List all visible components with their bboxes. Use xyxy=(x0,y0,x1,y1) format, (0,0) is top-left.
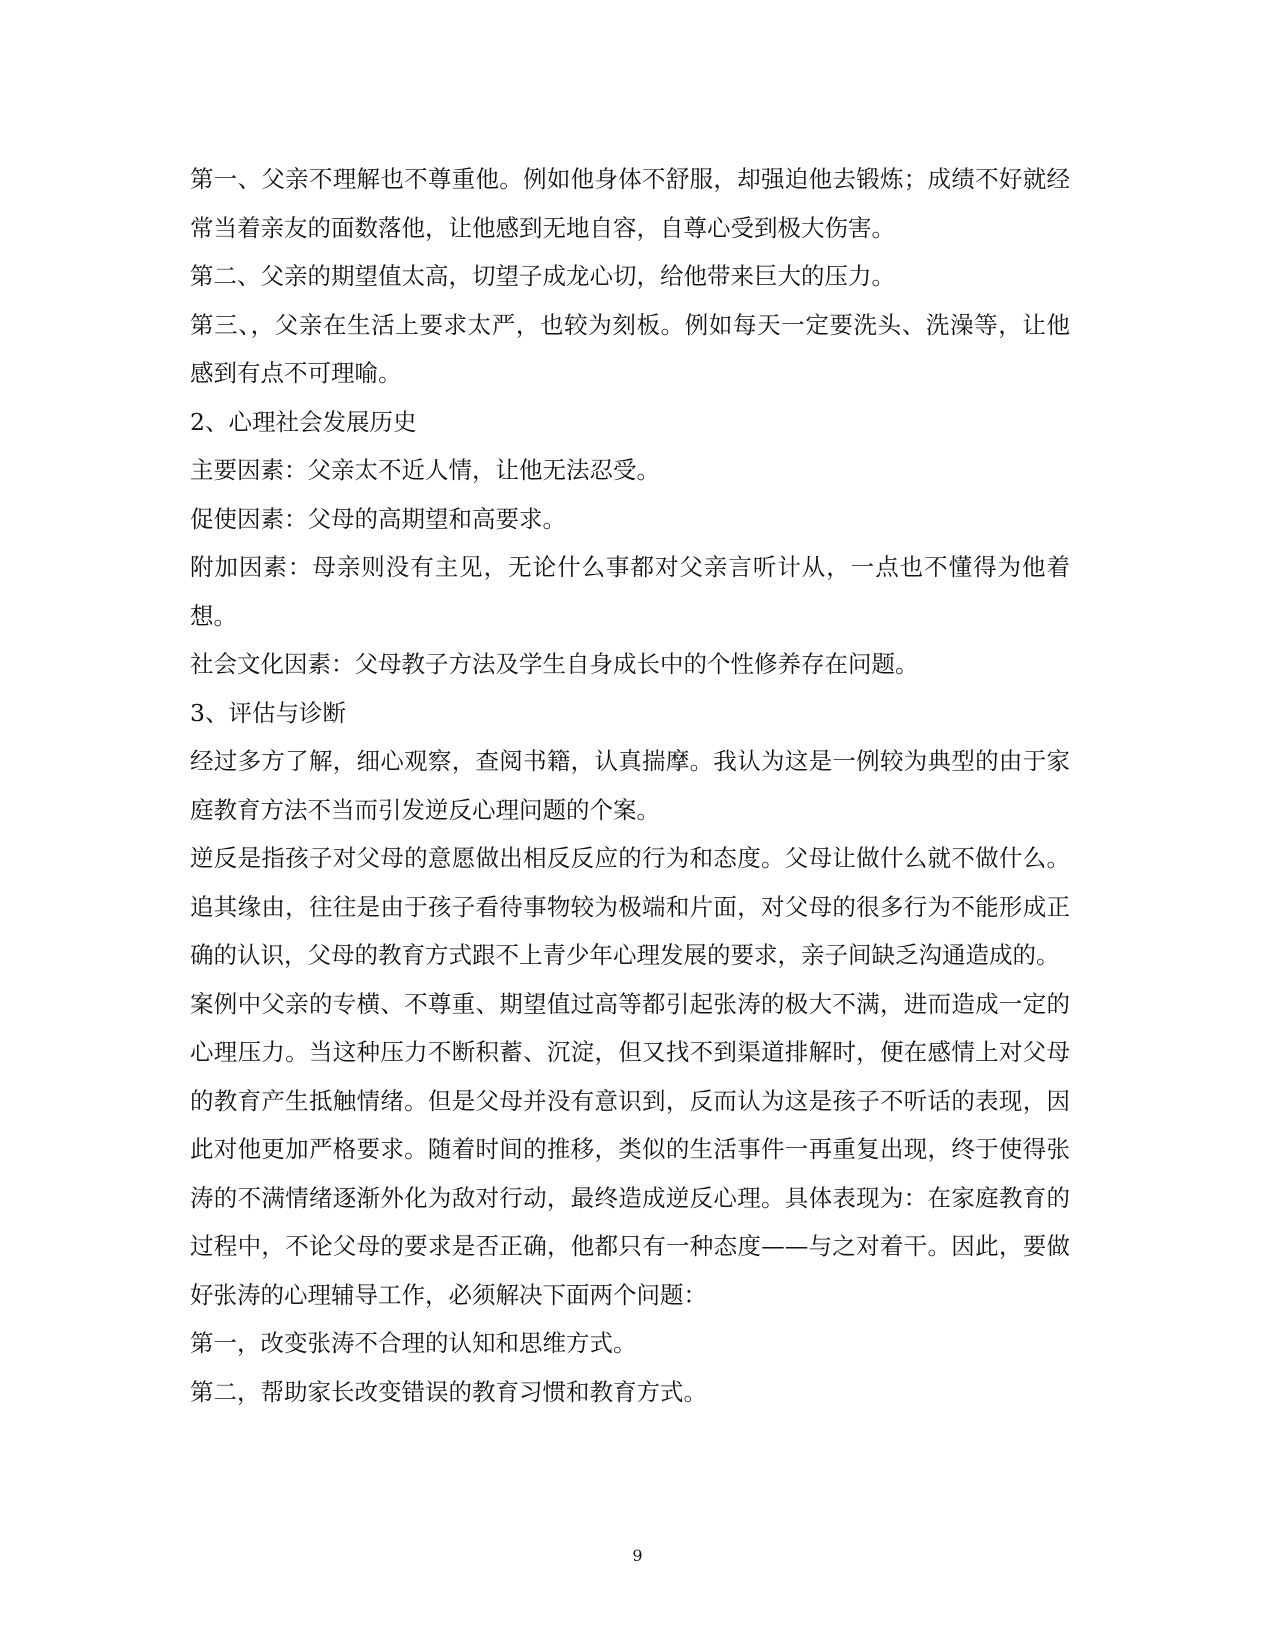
paragraph-additional-factor: 附加因素：母亲则没有主见，无论什么事都对父亲言听计从，一点也不懂得为他着想。 xyxy=(190,553,1070,630)
paragraph-rebellion-definition: 逆反是指孩子对父母的意愿做出相反反应的行为和态度。父母让做什么就不做什么。追其缘由，往往是由于孩子看待事物较为极端和片面，对父母的很多行为不能形成正确的认识，父母的教育方式跟不上青少年心理发展的要求，亲子间缺乏沟通造成的。 xyxy=(190,844,1070,969)
paragraph-assessment: 经过多方了解，细心观察，查阅书籍，认真揣摩。我认为这是一例较为典型的由于家庭教育方法不当而引发逆反心理问题的个案。 xyxy=(190,747,1070,824)
paragraph-strict-rules: 第三、，父亲在生活上要求太严，也较为刻板。例如每天一定要洗头、洗澡等，让他感到有点不可理喻。 xyxy=(190,310,1070,387)
page-number: 9 xyxy=(632,1546,643,1565)
section-heading-history: 2、心理社会发展历史 xyxy=(190,407,417,436)
paragraph-case-analysis: 案例中父亲的专横、不尊重、期望值过高等都引起张涛的极大不满，进而造成一定的心理压力。当这种压力不断积蓄、沉淀，但又找不到渠道排解时，便在感情上对父母的教育产生抵触情绪。但是父母并没有意识到，反而认为这是孩子不听话的表现，因此对他更加严格要求。随着时间的推移，类似的生活事件一再重复出现，终于使得张涛的不满情绪逐渐外化为敌对行动，最终造成逆反心理。具体表现为：在家庭教育的过程中，不论父母的要求是否正确，他都只有一种态度——与之对着干。因此，要做好张涛的心理辅导工作，必须解决下面两个问题： xyxy=(190,989,1070,1309)
paragraph-goal-two: 第二，帮助家长改变错误的教育习惯和教育方式。 xyxy=(190,1377,707,1406)
paragraph-cultural-factor: 社会文化因素：父母教子方法及学生自身成长中的个性修养存在问题。 xyxy=(190,650,919,678)
paragraph-main-factor: 主要因素：父亲太不近人情，让他无法忍受。 xyxy=(190,456,660,484)
paragraph-trigger-factor: 促使因素：父母的高期望和高要求。 xyxy=(190,504,566,533)
paragraph-goal-one: 第一，改变张涛不合理的认知和思维方式。 xyxy=(190,1329,637,1357)
section-heading-assessment: 3、评估与诊断 xyxy=(190,698,346,727)
paragraph-high-expectations: 第二、父亲的期望值太高，切望子成龙心切，给他带来巨大的压力。 xyxy=(190,262,895,290)
paragraph-father-disrespect: 第一、父亲不理解也不尊重他。例如他身体不舒服，却强迫他去锻炼；成绩不好就经常当着亲友的面数落他，让他感到无地自容，自尊心受到极大伤害。 xyxy=(190,165,1070,242)
page-body xyxy=(190,155,1070,1416)
